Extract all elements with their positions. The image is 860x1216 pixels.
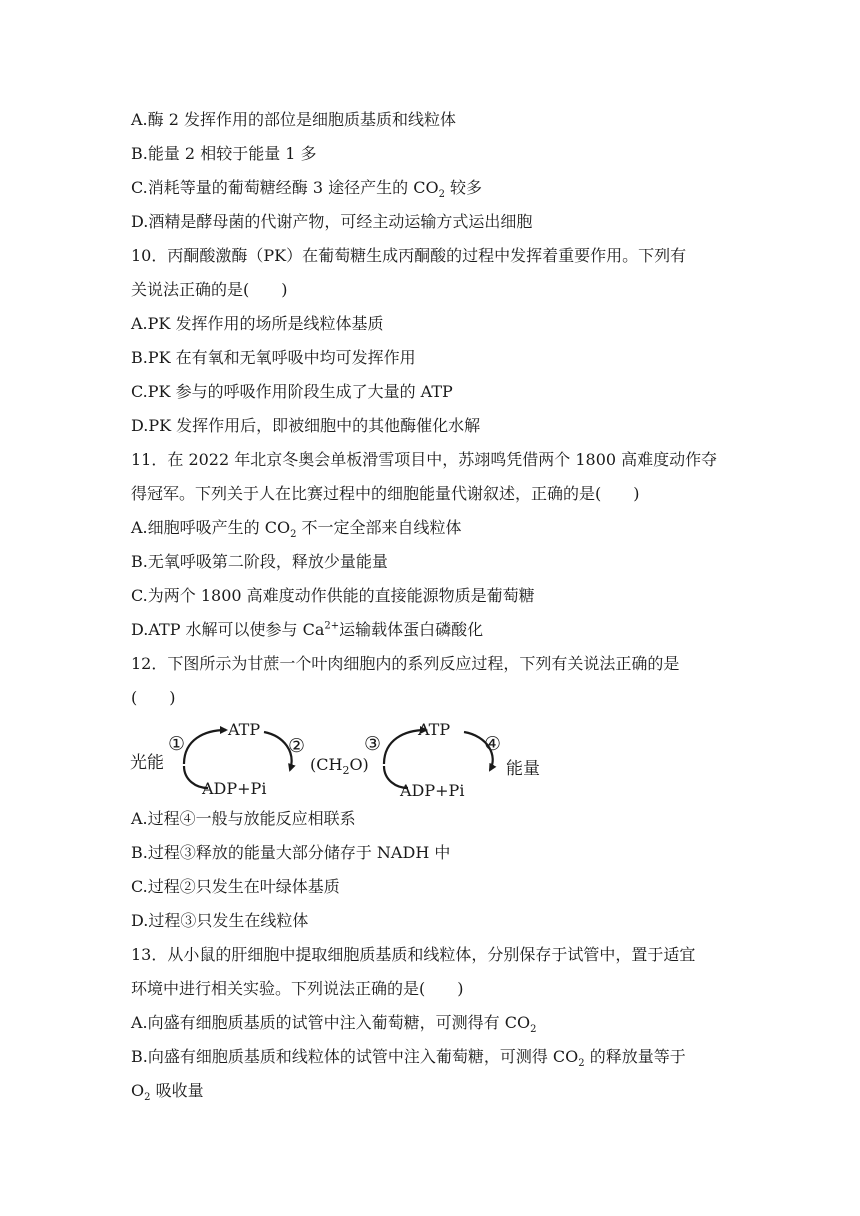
process-4-label: ④: [484, 733, 502, 755]
q13-option-b-line2: [131, 1080, 204, 1102]
q11-option-d-text: D.ATP 水解可以使参与 Ca: [131, 620, 325, 639]
q12-option-a: A.过程④一般与放能反应相联系: [131, 809, 356, 828]
ch2o-label: $(CH_2O)$: [310, 755, 369, 777]
atp-cycle-diagram: [126, 716, 556, 802]
atp-label-2: ATP: [418, 720, 451, 739]
q9-option-c: [131, 177, 482, 199]
process-2-label: ②: [288, 735, 306, 757]
q9-option-a: A.酶 2 发挥作用的部位是细胞质基质和线粒体: [131, 110, 456, 129]
adp-pi-label-1: ADP+Pi: [202, 779, 267, 798]
atp-label-1: ATP: [228, 720, 261, 739]
q11-option-a-tail: 不一定全部来自线粒体: [296, 518, 462, 537]
q11-stem-line1: 11．在 2022 年北京冬奥会单板滑雪项目中，苏翊鸣凭借两个 1800 高难度动作夺: [131, 450, 718, 469]
q11-option-d: [131, 619, 483, 641]
q10-option-a: A.PK 发挥作用的场所是线粒体基质: [131, 314, 384, 333]
q9-option-c-text: C.消耗等量的葡萄糖经酶 3 途径产生的 CO: [131, 178, 439, 197]
q13-option-b-text: B.向盛有细胞质基质和线粒体的试管中注入葡萄糖，可测得 CO: [131, 1047, 579, 1066]
q13-option-a-text: A.向盛有细胞质基质的试管中注入葡萄糖，可测得有 CO: [131, 1013, 531, 1032]
q12-option-c: C.过程②只发生在叶绿体基质: [131, 877, 340, 896]
q11-option-d-superscript: 2+: [324, 620, 340, 632]
q11-option-c: C.为两个 1800 高难度动作供能的直接能源物质是葡萄糖: [131, 586, 535, 605]
q12-stem-line2: ( ): [131, 688, 176, 707]
adp-pi-label-2: ADP+Pi: [400, 781, 465, 800]
q12-stem-line1: 12．下图所示为甘蔗一个叶肉细胞内的系列反应过程，下列有关说法正确的是: [131, 654, 680, 673]
q13-option-b-line2-text: O: [131, 1081, 145, 1100]
q13-option-b-line1: [131, 1046, 686, 1068]
q11-option-a: [131, 517, 462, 539]
q11-option-a-text: A.细胞呼吸产生的 CO: [131, 518, 291, 537]
q10-option-d: D.PK 发挥作用后，即被细胞中的其他酶催化水解: [131, 416, 481, 435]
q13-option-a: [131, 1012, 536, 1034]
q10-stem-line1: 10．丙酮酸激酶（PK）在葡萄糖生成丙酮酸的过程中发挥着重要作用。下列有: [131, 246, 687, 265]
q10-stem-line2: 关说法正确的是( ): [131, 280, 288, 299]
q12-option-b: B.过程③释放的能量大部分储存于 NADH 中: [131, 843, 451, 862]
q10-option-b: B.PK 在有氧和无氧呼吸中均可发挥作用: [131, 348, 416, 367]
q11-stem-line2: 得冠军。下列关于人在比赛过程中的细胞能量代谢叙述，正确的是( ): [131, 484, 640, 503]
q11-option-d-tail: 运输载体蛋白磷酸化: [339, 620, 484, 639]
q13-stem-line1: 13．从小鼠的肝细胞中提取细胞质基质和线粒体，分别保存于试管中，置于适宜: [131, 945, 696, 964]
q13-option-b-subscript: 2: [578, 1058, 585, 1070]
q11-option-b: B.无氧呼吸第二阶段，释放少量能量: [131, 552, 388, 571]
q9-option-c-tail: 较多: [444, 178, 483, 197]
q13-option-b-tail: 的释放量等于: [584, 1047, 686, 1066]
process-1-label: ①: [168, 733, 186, 755]
q13-stem-line2: 环境中进行相关实验。下列说法正确的是( ): [131, 979, 464, 998]
q9-option-c-subscript: 2: [438, 189, 445, 201]
q12-option-d: D.过程③只发生在线粒体: [131, 911, 309, 930]
light-energy-label: 光能: [130, 753, 164, 773]
process-3-label: ③: [364, 733, 382, 755]
q13-option-b-line2-subscript: 2: [144, 1092, 151, 1104]
q9-option-b: B.能量 2 相较于能量 1 多: [131, 144, 317, 163]
cycle1-upper-arrow: [184, 730, 226, 764]
q13-option-a-subscript: 2: [530, 1024, 537, 1036]
q9-option-d: D.酒精是酵母菌的代谢产物，可经主动运输方式运出细胞: [131, 212, 533, 231]
energy-label: 能量: [506, 759, 540, 779]
q10-option-c: C.PK 参与的呼吸作用阶段生成了大量的 ATP: [131, 382, 453, 401]
q11-option-a-subscript: 2: [290, 529, 297, 541]
q13-option-b-line2-tail: 吸收量: [150, 1081, 204, 1100]
